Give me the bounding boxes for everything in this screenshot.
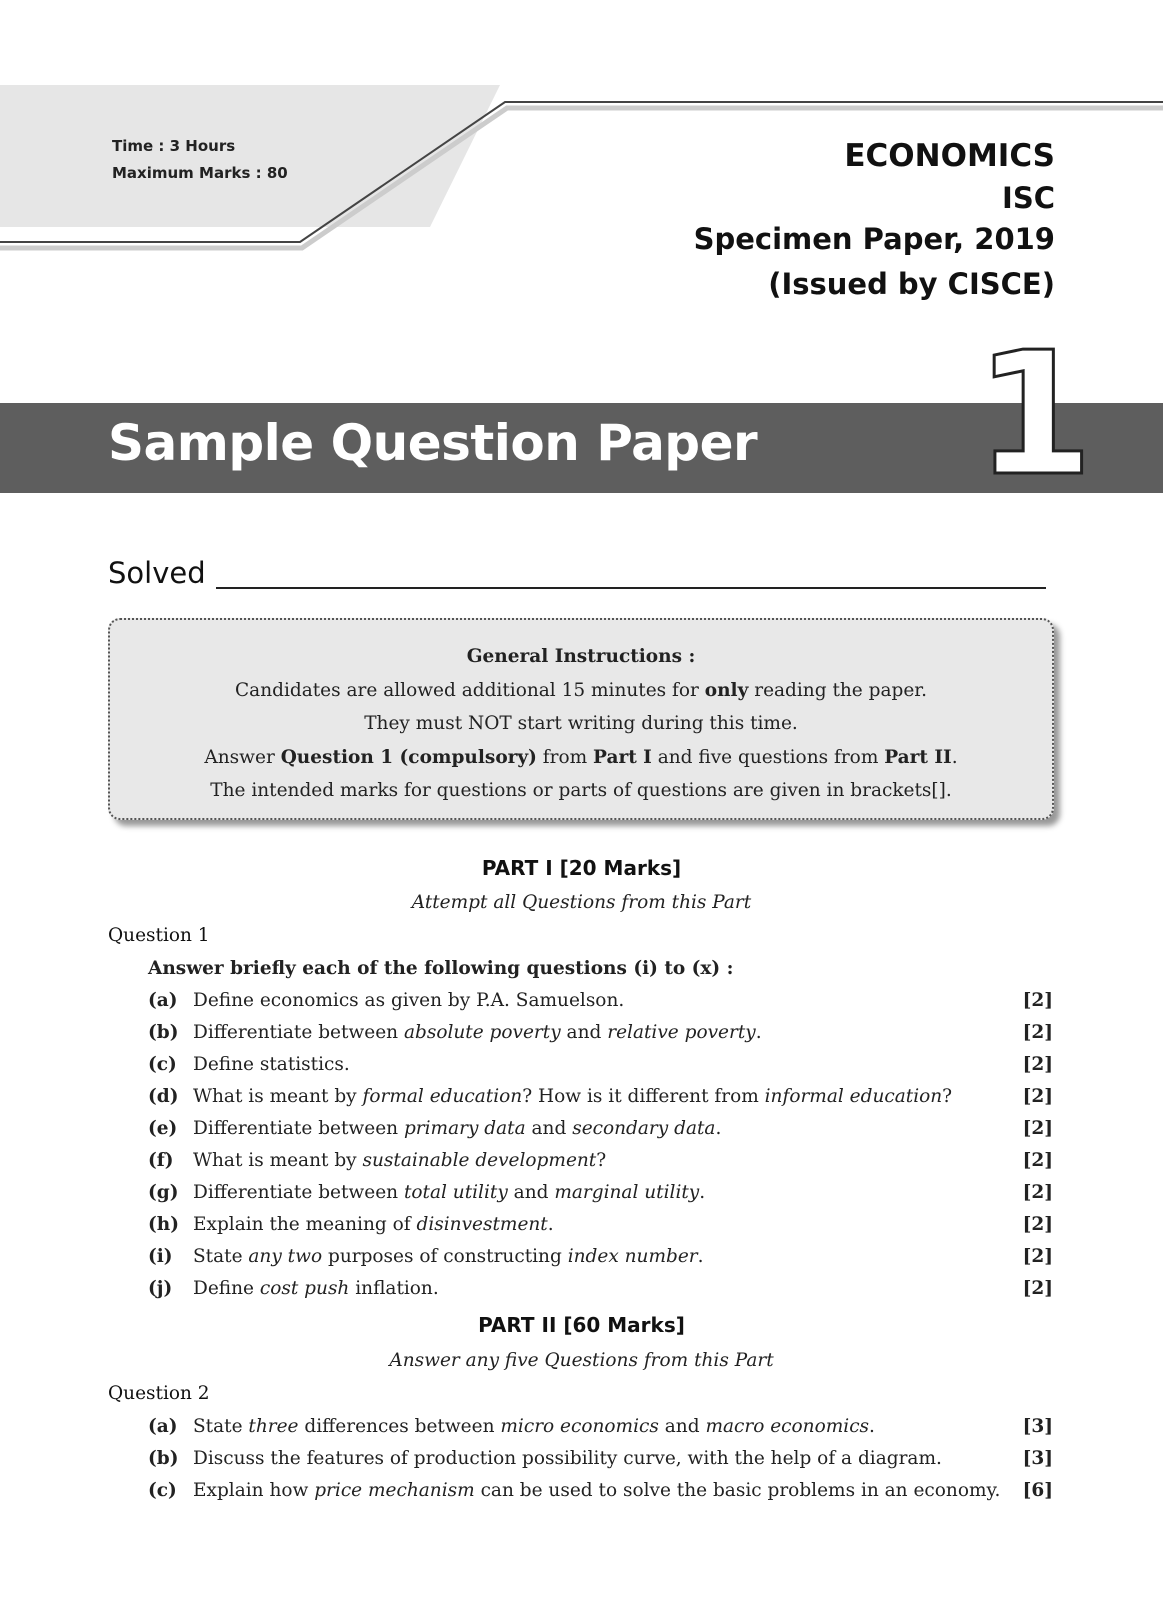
text-segment: Define	[193, 1278, 260, 1299]
item-text	[193, 1448, 942, 1469]
text-segment: and	[658, 1416, 706, 1437]
item-label: (j)	[148, 1278, 173, 1299]
item-label: (h)	[148, 1214, 179, 1235]
italic-text: any two	[248, 1246, 323, 1267]
item-marks: [2]	[1022, 1246, 1053, 1267]
italic-text: primary data	[403, 1118, 526, 1139]
text-segment: ?	[942, 1086, 953, 1107]
bold-text: Part I	[593, 746, 652, 768]
instruction-line	[110, 707, 1052, 741]
text-segment: ? How is it different from	[522, 1086, 765, 1107]
paper-title: Specimen Paper, 2019	[693, 222, 1055, 256]
italic-text: price mechanism	[314, 1480, 475, 1501]
item-text	[193, 1416, 875, 1437]
subject-title: ECONOMICS	[844, 138, 1055, 174]
item-label: (g)	[148, 1182, 179, 1203]
item-text	[193, 1214, 554, 1235]
text-segment: What is meant by	[193, 1086, 363, 1107]
item-text	[193, 1054, 350, 1075]
italic-text: disinvestment	[416, 1214, 548, 1235]
item-text	[193, 1086, 952, 1107]
italic-text: sustainable development	[362, 1150, 597, 1171]
italic-text: macro economics	[705, 1416, 870, 1437]
text-segment: Explain how	[193, 1480, 315, 1501]
text-segment: Define statistics.	[193, 1054, 350, 1075]
paper-number: 1	[975, 316, 1094, 514]
item-label: (c)	[148, 1054, 177, 1075]
item-label: (c)	[148, 1480, 177, 1501]
part2-heading: PART II [60 Marks]	[478, 1313, 685, 1337]
text-segment: Explain the meaning of	[193, 1214, 417, 1235]
text-segment: The intended marks for questions or parts of questions are given in brackets[].	[210, 780, 952, 801]
item-label: (i)	[148, 1246, 173, 1267]
question-item	[148, 1022, 1053, 1052]
italic-text: informal education	[764, 1086, 943, 1107]
question-item	[148, 1480, 1053, 1510]
text-segment: Define economics as given by P.A. Samuelson.	[193, 990, 625, 1011]
italic-text: relative poverty	[607, 1022, 756, 1043]
item-marks: [2]	[1022, 1150, 1053, 1171]
item-marks: [2]	[1022, 1182, 1053, 1203]
question-item	[148, 1246, 1053, 1276]
general-instructions	[108, 618, 1054, 820]
text-segment: .	[715, 1118, 722, 1139]
instruction-line	[110, 774, 1052, 808]
italic-text: micro economics	[500, 1416, 659, 1437]
item-marks: [2]	[1022, 1118, 1053, 1139]
text-segment: State	[193, 1416, 249, 1437]
text-segment: and	[507, 1182, 555, 1203]
part2-subheading: Answer any five Questions from this Part	[389, 1350, 774, 1371]
bold-text: Part II	[884, 746, 952, 768]
italic-text: absolute poverty	[403, 1022, 561, 1043]
text-segment: State	[193, 1246, 249, 1267]
text-segment: and five questions from	[651, 746, 885, 768]
item-label: (e)	[148, 1118, 178, 1139]
item-marks: [2]	[1022, 1054, 1053, 1075]
italic-text: secondary data	[572, 1118, 716, 1139]
instructions-heading: General Instructions :	[466, 646, 696, 667]
item-text	[193, 1150, 606, 1171]
item-text	[193, 1246, 704, 1267]
text-segment: .	[547, 1214, 554, 1235]
text-segment: Discuss the features of production possibility curve, with the help of a diagram.	[193, 1448, 942, 1469]
item-marks: [6]	[1022, 1480, 1053, 1501]
text-segment: .	[697, 1246, 704, 1267]
text-segment: .	[951, 746, 958, 768]
item-label: (d)	[148, 1086, 179, 1107]
issuer-title: (Issued by CISCE)	[768, 267, 1055, 301]
text-segment: from	[536, 746, 594, 768]
item-text	[193, 1118, 721, 1139]
instruction-line	[110, 674, 1052, 708]
item-text	[193, 1182, 705, 1203]
item-label: (b)	[148, 1448, 179, 1469]
question-item	[148, 1416, 1053, 1446]
text-segment: Differentiate between	[193, 1118, 404, 1139]
text-segment: Differentiate between	[193, 1182, 404, 1203]
text-segment: purposes of constructing	[322, 1246, 568, 1267]
question-item	[148, 1118, 1053, 1148]
question-item	[148, 1448, 1053, 1478]
text-segment: differences between	[298, 1416, 501, 1437]
solved-label: Solved	[108, 556, 206, 590]
text-segment: reading the paper.	[748, 679, 927, 701]
question-item	[148, 1182, 1053, 1212]
banner-title: Sample Question Paper	[108, 414, 758, 472]
italic-text: three	[248, 1416, 299, 1437]
item-marks: [2]	[1022, 1022, 1053, 1043]
item-text	[193, 1480, 1000, 1501]
text-segment: They must NOT start writing during this time.	[364, 713, 798, 734]
text-segment: ?	[596, 1150, 607, 1171]
italic-text: formal education	[362, 1086, 523, 1107]
divider	[216, 587, 1046, 589]
bold-text: only	[704, 679, 749, 701]
board-title: ISC	[1002, 181, 1055, 215]
italic-text: cost push	[259, 1278, 350, 1299]
text-segment: .	[869, 1416, 875, 1437]
item-text	[193, 990, 624, 1011]
item-label: (b)	[148, 1022, 179, 1043]
item-label: (f)	[148, 1150, 174, 1171]
question-item	[148, 1086, 1053, 1116]
item-marks: [2]	[1022, 1086, 1053, 1107]
item-label: (a)	[148, 1416, 178, 1437]
item-marks: [3]	[1022, 1416, 1053, 1437]
question-item	[148, 1278, 1053, 1308]
item-marks: [3]	[1022, 1448, 1053, 1469]
question-item	[148, 1054, 1053, 1084]
time-info: Time : 3 Hours	[112, 137, 236, 155]
item-marks: [2]	[1022, 990, 1053, 1011]
text-segment: and	[525, 1118, 573, 1139]
question-item	[148, 990, 1053, 1020]
question-lead: Answer briefly each of the following questions (i) to (x) :	[148, 958, 734, 979]
italic-text: total utility	[403, 1182, 508, 1203]
text-segment: and	[560, 1022, 608, 1043]
item-text	[193, 1022, 762, 1043]
part1-subheading: Attempt all Questions from this Part	[411, 892, 752, 913]
item-marks: [2]	[1022, 1214, 1053, 1235]
instruction-line	[110, 741, 1052, 775]
text-segment: Answer	[204, 746, 281, 768]
question-item	[148, 1214, 1053, 1244]
text-segment: What is meant by	[193, 1150, 363, 1171]
question-label: Question 1	[108, 925, 210, 946]
part1-heading: PART I [20 Marks]	[481, 856, 682, 880]
max-marks-info: Maximum Marks : 80	[112, 164, 288, 182]
bold-text: Question 1 (compulsory)	[280, 746, 537, 768]
text-segment: can be used to solve the basic problems in an economy.	[474, 1480, 1001, 1501]
question-item	[148, 1150, 1053, 1180]
text-segment: Differentiate between	[193, 1022, 404, 1043]
item-label: (a)	[148, 990, 178, 1011]
item-marks: [2]	[1022, 1278, 1053, 1299]
question-label: Question 2	[108, 1383, 210, 1404]
italic-text: marginal utility	[554, 1182, 700, 1203]
text-segment: .	[755, 1022, 762, 1043]
text-segment: .	[699, 1182, 706, 1203]
italic-text: index number	[567, 1246, 698, 1267]
item-text	[193, 1278, 439, 1299]
text-segment: Candidates are allowed additional 15 minutes for	[235, 679, 705, 701]
text-segment: inflation.	[349, 1278, 439, 1299]
